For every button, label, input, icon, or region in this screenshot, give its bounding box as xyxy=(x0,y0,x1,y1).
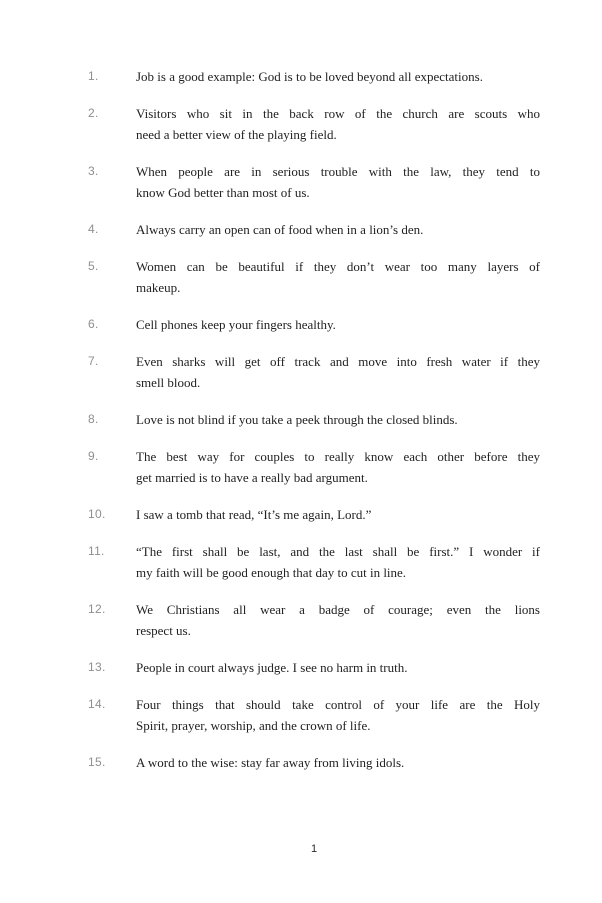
list-item xyxy=(88,599,602,641)
list-item xyxy=(88,694,602,736)
item-text xyxy=(136,752,540,773)
item-text xyxy=(136,409,540,430)
text-line: People in court always judge. I see no harm in truth. xyxy=(136,660,408,675)
page-number: 1 xyxy=(310,843,318,855)
text-line: A word to the wise: stay far away from living idols. xyxy=(136,755,405,770)
item-number: 11. xyxy=(88,544,105,558)
item-number: 3. xyxy=(88,164,99,178)
item-text xyxy=(136,446,540,488)
item-number: 9. xyxy=(88,449,99,463)
item-number: 2. xyxy=(88,106,99,120)
list-item xyxy=(88,103,602,145)
list-item xyxy=(88,314,602,335)
text-line: Four things that should take control of your life are the Holy xyxy=(136,697,540,712)
item-text xyxy=(136,219,540,240)
text-line: need a better view of the playing field. xyxy=(136,127,337,142)
item-text xyxy=(136,66,540,87)
item-text xyxy=(136,504,540,525)
text-line: We Christians all wear a badge of courage; even the lions xyxy=(136,602,540,617)
list-item xyxy=(88,541,602,583)
text-line: makeup. xyxy=(136,280,181,295)
item-number: 5. xyxy=(88,259,99,273)
item-text xyxy=(136,161,540,203)
item-number: 6. xyxy=(88,317,99,331)
text-line: Women can be beautiful if they don’t wear too many layers of xyxy=(136,259,540,274)
text-line: know God better than most of us. xyxy=(136,185,310,200)
text-line: Even sharks will get off track and move into fresh water if they xyxy=(136,354,540,369)
item-number: 13. xyxy=(88,660,106,674)
item-number: 15. xyxy=(88,755,106,769)
item-text xyxy=(136,657,540,678)
text-line: “The first shall be last, and the last shall be first.” I wonder if xyxy=(136,544,540,559)
text-line: The best way for couples to really know each other before they xyxy=(136,449,540,464)
item-text xyxy=(136,256,540,298)
text-line: get married is to have a really bad argument. xyxy=(136,470,368,485)
list-item xyxy=(88,161,602,203)
list-item xyxy=(88,66,602,87)
text-line: Job is a good example: God is to be loved beyond all expectations. xyxy=(136,69,483,84)
item-text xyxy=(136,599,540,641)
text-line: Visitors who sit in the back row of the church are scouts who xyxy=(136,106,540,121)
list-item xyxy=(88,752,602,773)
text-line: When people are in serious trouble with the law, they tend to xyxy=(136,164,540,179)
list-item xyxy=(88,351,602,393)
item-text xyxy=(136,351,540,393)
text-line: smell blood. xyxy=(136,375,201,390)
text-line: respect us. xyxy=(136,623,191,638)
text-line: Spirit, prayer, worship, and the crown of life. xyxy=(136,718,371,733)
item-text xyxy=(136,694,540,736)
list-item xyxy=(88,446,602,488)
text-line: Love is not blind if you take a peek through the closed blinds. xyxy=(136,412,458,427)
item-number: 4. xyxy=(88,222,99,236)
text-line: I saw a tomb that read, “It’s me again, Lord.” xyxy=(136,507,372,522)
item-number: 12. xyxy=(88,602,106,616)
list-item xyxy=(88,219,602,240)
item-number: 14. xyxy=(88,697,106,711)
list-item xyxy=(88,256,602,298)
text-line: my faith will be good enough that day to cut in line. xyxy=(136,565,407,580)
list-item xyxy=(88,657,602,678)
item-text xyxy=(136,103,540,145)
item-number: 8. xyxy=(88,412,99,426)
item-text xyxy=(136,541,540,583)
item-number: 1. xyxy=(88,69,99,83)
item-text xyxy=(136,314,540,335)
list-item xyxy=(88,409,602,430)
text-line: Cell phones keep your fingers healthy. xyxy=(136,317,336,332)
text-line: Always carry an open can of food when in a lion’s den. xyxy=(136,222,424,237)
list-item xyxy=(88,504,602,525)
item-number: 7. xyxy=(88,354,99,368)
item-number: 10. xyxy=(88,507,106,521)
